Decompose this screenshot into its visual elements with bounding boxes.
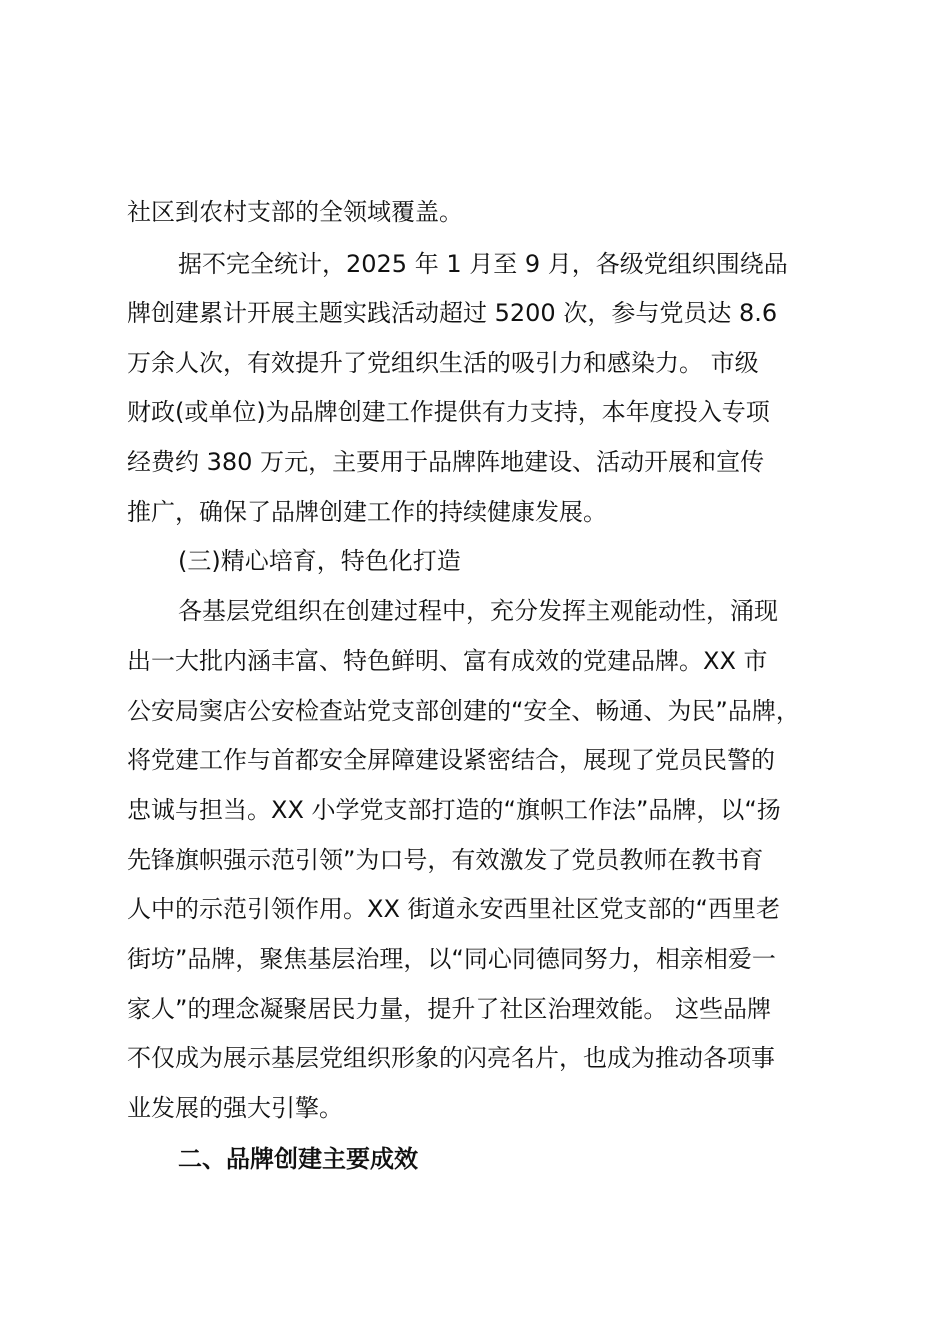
paragraph-line: 牌创建累计开展主题实践活动超过 5200 次，参与党员达 8.6 — [127, 299, 778, 327]
paragraph-line: 社区到农村支部的全领域覆盖。 — [127, 198, 463, 226]
paragraph-line: 不仅成为展示基层党组织形象的闪亮名片，也成为推动各项事 — [127, 1044, 775, 1072]
section-subheading: (三)精心培育，特色化打造 — [178, 547, 461, 575]
paragraph-line: 财政(或单位)为品牌创建工作提供有力支持，本年度投入专项 — [127, 398, 770, 426]
section-heading: 二、品牌创建主要成效 — [178, 1145, 418, 1173]
paragraph-line: 经费约 380 万元，主要用于品牌阵地建设、活动开展和宣传 — [127, 448, 765, 476]
paragraph-line: 家人”的理念凝聚居民力量，提升了社区治理效能。 这些品牌 — [127, 995, 772, 1023]
paragraph-line: 据不完全统计，2025 年 1 月至 9 月，各级党组织围绕品 — [178, 250, 788, 278]
paragraph-line: 忠诚与担当。XX 小学党支部打造的“旗帜工作法”品牌，以“扬 — [127, 796, 781, 824]
paragraph-line: 出一大批内涵丰富、特色鲜明、富有成效的党建品牌。XX 市 — [127, 647, 768, 675]
paragraph-line: 街坊”品牌，聚焦基层治理，以“同心同德同努力，相亲相爱一 — [127, 945, 776, 973]
paragraph-line: 推广，确保了品牌创建工作的持续健康发展。 — [127, 498, 607, 526]
paragraph-line: 业发展的强大引擎。 — [127, 1094, 343, 1122]
paragraph-line: 各基层党组织在创建过程中，充分发挥主观能动性，涌现 — [178, 597, 778, 625]
paragraph-line: 人中的示范引领作用。XX 街道永安西里社区党支部的“西里老 — [127, 895, 780, 923]
paragraph-line: 公安局窦店公安检查站党支部创建的“安全、畅通、为民”品牌， — [127, 697, 800, 725]
paragraph-line: 将党建工作与首都安全屏障建设紧密结合，展现了党员民警的 — [127, 746, 775, 774]
paragraph-line: 万余人次，有效提升了党组织生活的吸引力和感染力。 市级 — [127, 349, 759, 377]
paragraph-line: 先锋旗帜强示范引领”为口号，有效激发了党员教师在教书育 — [127, 846, 764, 874]
